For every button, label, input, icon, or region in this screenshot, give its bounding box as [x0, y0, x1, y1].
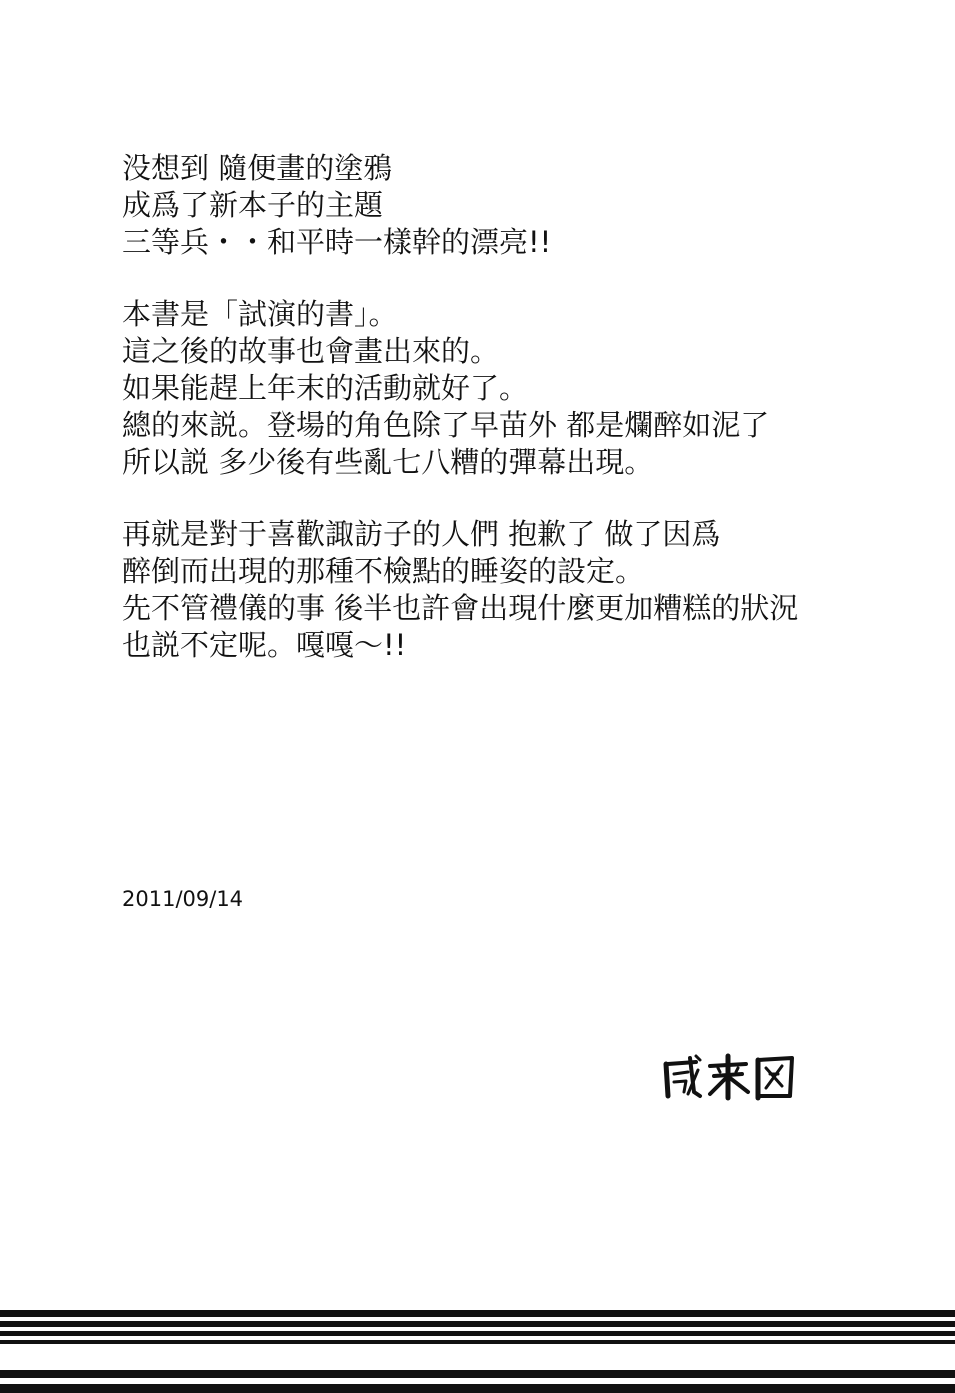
- text-line: 醉倒而出現的那種不檢點的睡姿的設定。: [122, 554, 645, 588]
- paragraph-2: [122, 296, 769, 481]
- text-line: 本書是「試演的書」。: [122, 297, 398, 331]
- text-line: 先不管禮儀的事 後半也許會出現什麼更加糟糕的狀況: [122, 591, 799, 625]
- paragraph-3: [122, 516, 798, 664]
- text-line: 這之後的故事也會畫出來的。: [122, 334, 500, 368]
- text-line: 再就是對于喜歡諏訪子的人們 抱歉了 做了因爲: [122, 517, 721, 551]
- text-line: 三等兵・・和平時一樣幹的漂亮!!: [122, 225, 552, 259]
- text-line: 總的來説。登場的角色除了早苗外 都是爛醉如泥了: [122, 408, 770, 442]
- paragraph-1: [122, 150, 551, 261]
- text-line: 没想到 隨便畫的塗鴉: [122, 151, 393, 185]
- text-line: 成爲了新本子的主題: [122, 188, 384, 222]
- footer-stripes: [0, 1310, 955, 1393]
- text-line: 如果能趕上年末的活動就好了。: [122, 371, 529, 405]
- date-text: 2011/09/14: [122, 887, 244, 911]
- signature-graphic: [660, 1052, 800, 1102]
- footer-stripes-graphic: [0, 1310, 955, 1393]
- handwritten-signature: [660, 1052, 800, 1102]
- text-line: 所以説 多少後有些亂七八糟的彈幕出現。: [122, 445, 654, 479]
- text-line: 也説不定呢。嘎嘎～!!: [122, 628, 407, 662]
